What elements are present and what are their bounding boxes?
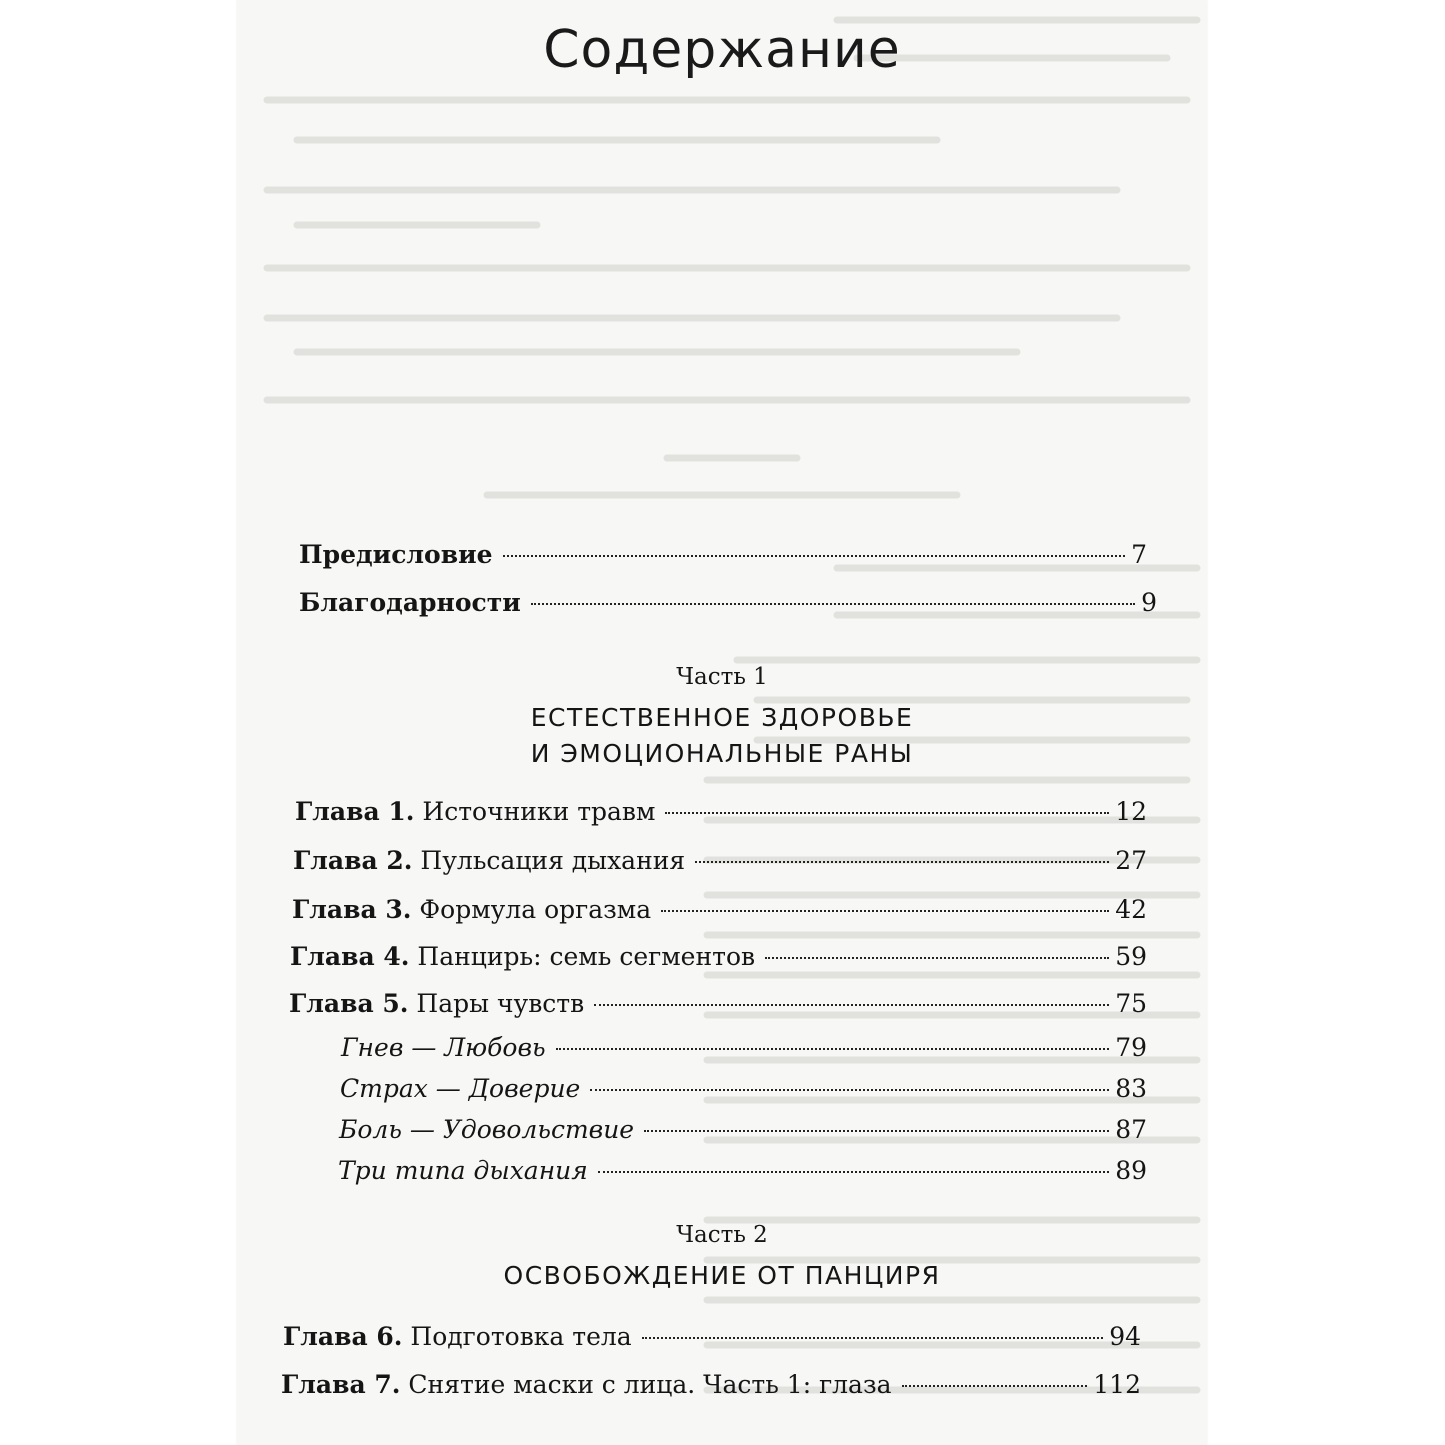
part-number: Часть 1 bbox=[676, 664, 768, 690]
toc-page-number: 27 bbox=[1115, 846, 1147, 875]
dot-leader bbox=[531, 603, 1135, 605]
toc-entry-chapter-5[interactable] bbox=[289, 989, 1147, 1023]
toc-entry-chapter-2[interactable] bbox=[293, 846, 1147, 880]
chapter-number: Глава 2. bbox=[293, 846, 413, 875]
toc-page-number: 89 bbox=[1115, 1156, 1147, 1185]
chapter-number: Глава 3. bbox=[292, 895, 412, 924]
dot-leader bbox=[644, 1130, 1109, 1132]
toc-entry-acknowledgements[interactable] bbox=[299, 588, 1157, 622]
dot-leader bbox=[661, 910, 1109, 912]
toc-page-number: 75 bbox=[1115, 989, 1147, 1018]
dot-leader bbox=[765, 957, 1109, 959]
dot-leader bbox=[598, 1171, 1109, 1173]
toc-entry-chapter-6[interactable] bbox=[283, 1322, 1141, 1356]
dot-leader bbox=[665, 812, 1109, 814]
chapter-title: Панцирь: семь сегментов bbox=[417, 942, 756, 971]
page-title: Содержание bbox=[543, 20, 901, 80]
part-title: ЕСТЕСТВЕННОЕ ЗДОРОВЬЕ bbox=[530, 703, 914, 732]
toc-page-number: 83 bbox=[1115, 1074, 1147, 1103]
table-of-contents bbox=[237, 0, 1207, 1445]
part-title: И ЭМОЦИОНАЛЬНЫЕ РАНЫ bbox=[530, 739, 914, 768]
toc-subentry[interactable] bbox=[338, 1156, 1147, 1190]
chapter-title: Подготовка тела bbox=[410, 1322, 632, 1351]
toc-subentry[interactable] bbox=[339, 1115, 1147, 1149]
chapter-number: Глава 1. bbox=[295, 797, 415, 826]
chapter-title: Снятие маски с лица. Часть 1: глаза bbox=[408, 1370, 892, 1399]
toc-entry-chapter-3[interactable] bbox=[292, 895, 1147, 929]
toc-entry-title: Предисловие bbox=[299, 540, 493, 569]
toc-subentry[interactable] bbox=[340, 1074, 1147, 1108]
chapter-number: Глава 4. bbox=[290, 942, 410, 971]
chapter-number: Глава 6. bbox=[283, 1322, 403, 1351]
toc-entry-chapter-4[interactable] bbox=[290, 942, 1147, 976]
subentry-title: Страх — Доверие bbox=[340, 1074, 581, 1103]
dot-leader bbox=[590, 1089, 1109, 1091]
toc-page-number: 12 bbox=[1115, 797, 1147, 826]
chapter-title: Пары чувств bbox=[416, 989, 585, 1018]
subentry-title: Боль — Удовольствие bbox=[339, 1115, 635, 1144]
dot-leader bbox=[503, 555, 1126, 557]
dot-leader bbox=[556, 1048, 1110, 1050]
toc-entry-preface[interactable] bbox=[299, 540, 1147, 574]
subentry-title: Три типа дыхания bbox=[338, 1156, 588, 1185]
subentry-title: Гнев — Любовь bbox=[341, 1033, 546, 1062]
toc-page-number: 59 bbox=[1115, 942, 1147, 971]
toc-page-number: 87 bbox=[1115, 1115, 1147, 1144]
toc-entry-chapter-1[interactable] bbox=[295, 797, 1147, 831]
toc-page-number: 7 bbox=[1131, 540, 1147, 569]
part-title: ОСВОБОЖДЕНИЕ ОТ ПАНЦИРЯ bbox=[503, 1261, 941, 1290]
part-number: Часть 2 bbox=[676, 1222, 768, 1248]
toc-entry-title: Благодарности bbox=[299, 588, 521, 617]
chapter-number: Глава 5. bbox=[289, 989, 409, 1018]
toc-page-number: 112 bbox=[1093, 1370, 1141, 1399]
chapter-title: Пульсация дыхания bbox=[420, 846, 686, 875]
book-page bbox=[237, 0, 1207, 1445]
toc-entry-chapter-7[interactable] bbox=[281, 1370, 1141, 1404]
chapter-title: Источники травм bbox=[422, 797, 656, 826]
dot-leader bbox=[695, 861, 1109, 863]
toc-page-number: 9 bbox=[1141, 588, 1157, 617]
dot-leader bbox=[642, 1337, 1104, 1339]
dot-leader bbox=[902, 1385, 1088, 1387]
toc-subentry[interactable] bbox=[341, 1033, 1147, 1067]
chapter-title: Формула оргазма bbox=[419, 895, 652, 924]
dot-leader bbox=[594, 1004, 1109, 1006]
toc-page-number: 94 bbox=[1109, 1322, 1141, 1351]
toc-page-number: 42 bbox=[1115, 895, 1147, 924]
chapter-number: Глава 7. bbox=[281, 1370, 401, 1399]
toc-page-number: 79 bbox=[1115, 1033, 1147, 1062]
